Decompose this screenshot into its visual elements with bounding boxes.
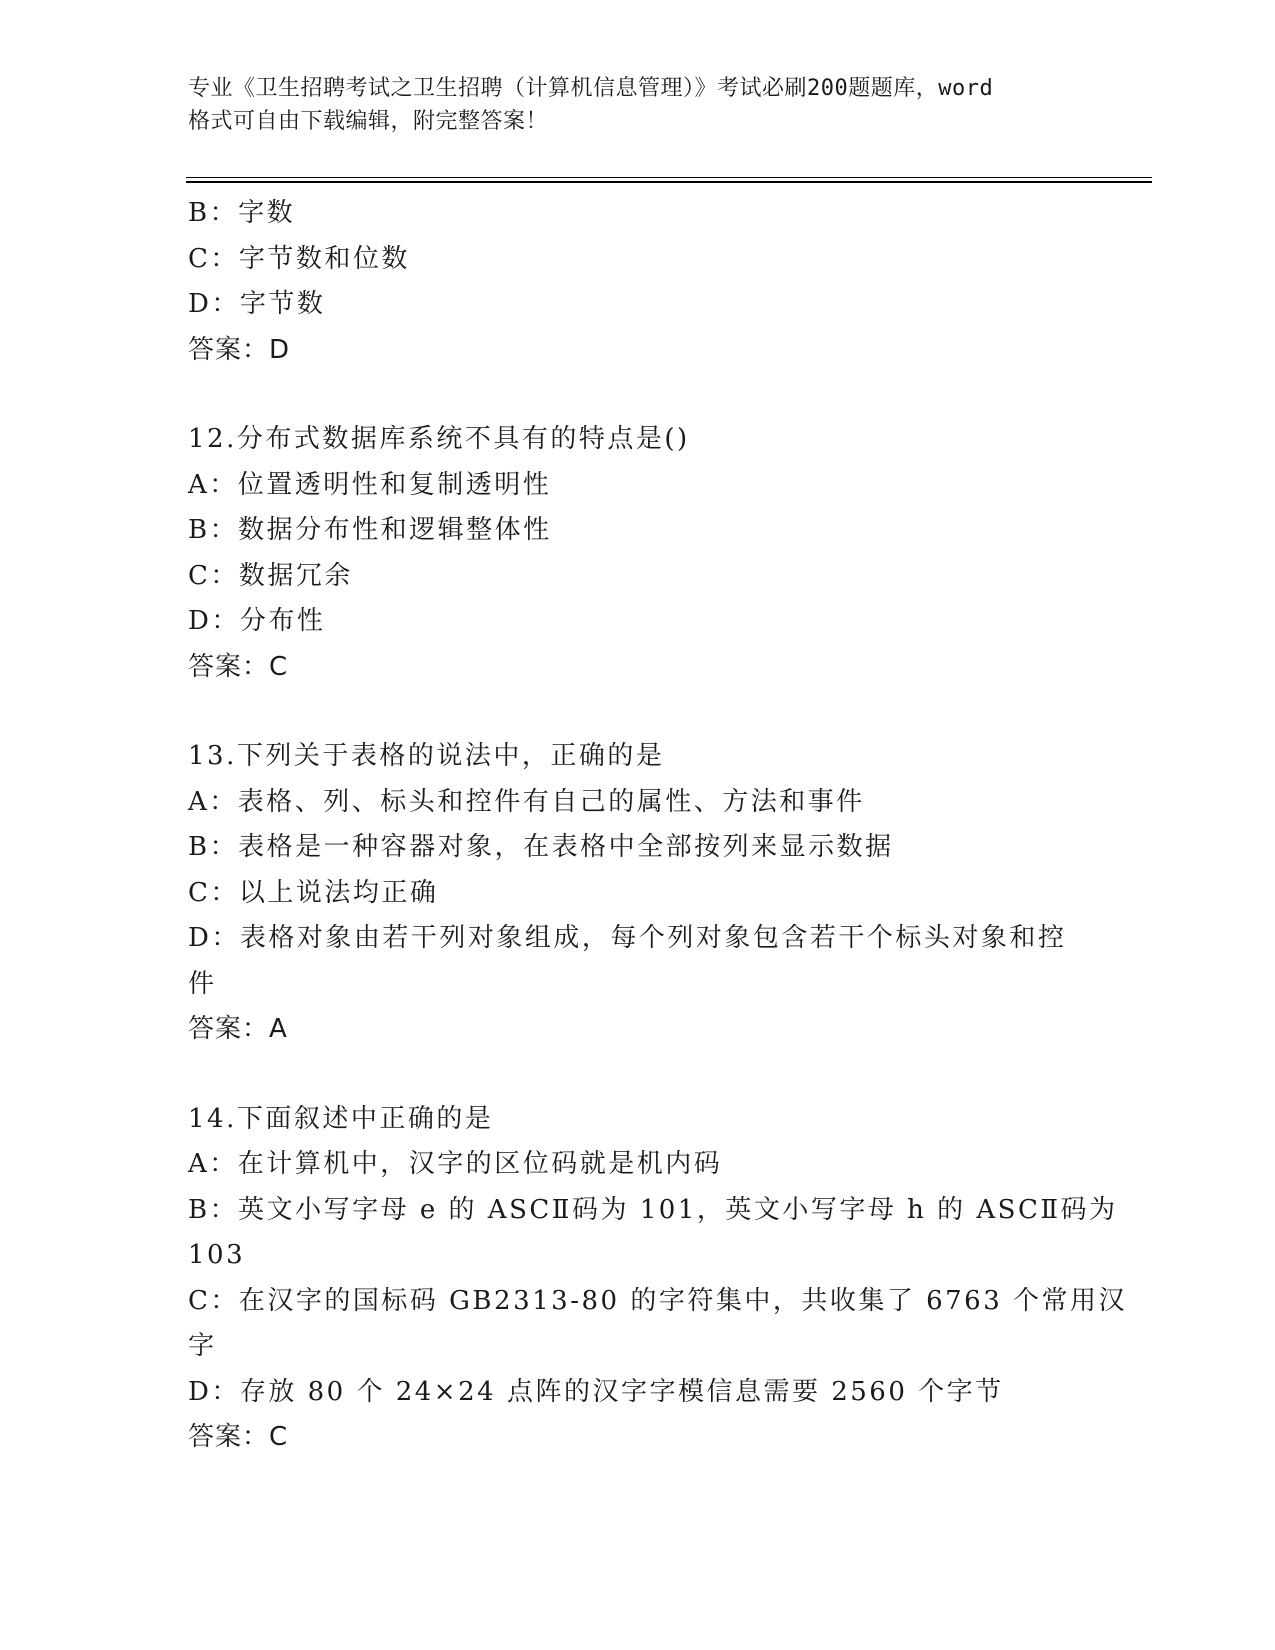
answer: 答案：A: [188, 1014, 288, 1044]
answer: 答案：C: [188, 1422, 289, 1452]
option-a: A：表格、列、标头和控件有自己的属性、方法和事件: [188, 786, 865, 817]
question-11: [188, 191, 1088, 373]
option-d: D：字节数: [188, 289, 326, 319]
question-13: [188, 734, 1088, 1053]
option-b: B：字数: [188, 198, 296, 228]
option-c: C：数据冗余: [188, 560, 353, 591]
option-b: B：表格是一种容器对象，在表格中全部按列来显示数据: [188, 832, 894, 862]
option-d-line-1: D：表格对象由若干列对象组成，每个列对象包含若干个标头对象和控: [188, 923, 1067, 953]
option-a: A：位置透明性和复制透明性: [188, 469, 552, 500]
question-stem: 14.下面叙述中正确的是: [188, 1103, 494, 1134]
option-d: D：分布性: [188, 606, 326, 636]
question-list: [188, 191, 1128, 1461]
header-divider-thick: [186, 181, 1152, 183]
option-c-line-1: C：在汉字的国标码 GB2313-80 的字符集中，共收集了 6763 个常用汉: [188, 1285, 1128, 1316]
option-b-line-2: 103: [188, 1240, 246, 1270]
option-b: B：数据分布性和逻辑整体性: [188, 515, 552, 545]
option-a: A：在计算机中，汉字的区位码就是机内码: [188, 1149, 723, 1179]
header-divider-thin: [186, 177, 1152, 178]
answer: 答案：C: [188, 651, 289, 682]
option-c-line-2: 字: [188, 1331, 217, 1361]
answer: 答案：D: [188, 334, 291, 365]
question-stem: 13.下列关于表格的说法中，正确的是: [188, 741, 665, 771]
header-line-1: 专业《卫生招聘考试之卫生招聘（计算机信息管理）》考试必刷200题题库，word: [188, 76, 994, 101]
option-c: C：字节数和位数: [188, 243, 410, 274]
option-d: D：存放 80 个 24×24 点阵的汉字字模信息需要 2560 个字节: [188, 1376, 1004, 1407]
option-d-line-2: 件: [188, 968, 217, 999]
question-12: [188, 417, 1088, 690]
option-b-line-1: B：英文小写字母 e 的 ASCⅡ码为 101，英文小写字母 h 的 ASCⅡ码为: [188, 1194, 1118, 1225]
header-line-2: 格式可自由下载编辑，附完整答案！: [188, 109, 549, 134]
question-stem: 12.分布式数据库系统不具有的特点是(): [188, 424, 690, 454]
document-header: [188, 72, 1088, 138]
option-c: C：以上说法均正确: [188, 877, 439, 908]
question-14: [188, 1097, 1128, 1461]
